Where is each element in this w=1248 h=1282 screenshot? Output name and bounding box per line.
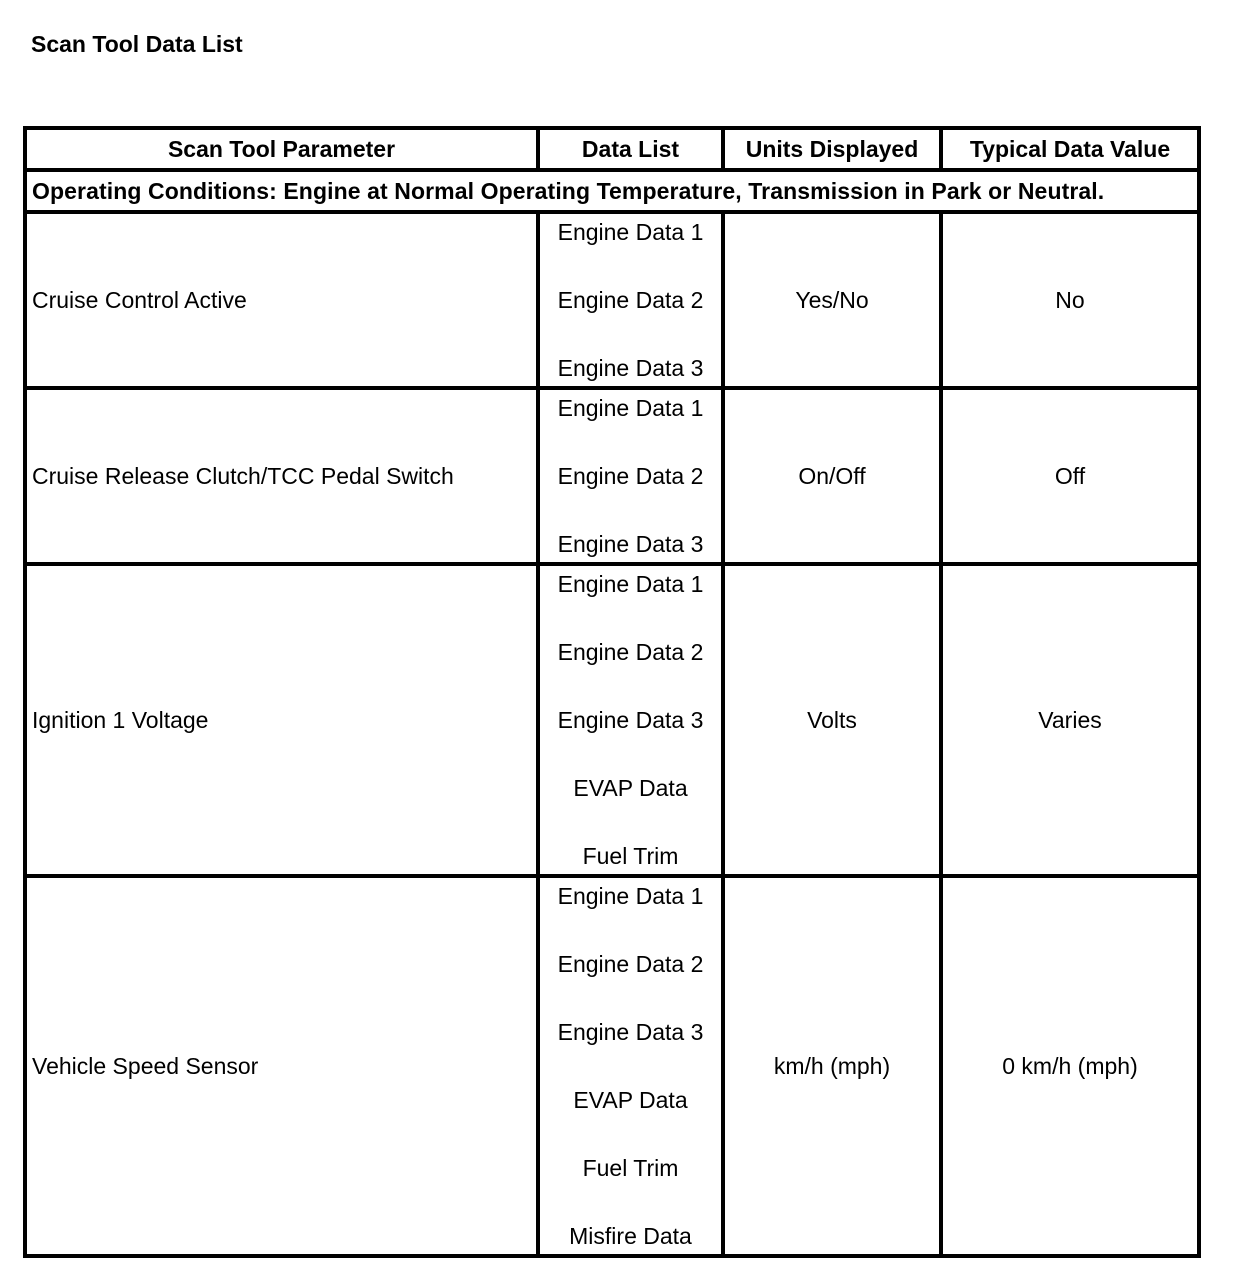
data-list-item: Engine Data 1 <box>557 219 704 245</box>
header-units-displayed: Units Displayed <box>723 128 941 170</box>
data-list-item: Engine Data 2 <box>557 951 704 977</box>
data-list-item: Engine Data 3 <box>557 355 704 381</box>
data-list-item: Misfire Data <box>569 1223 692 1249</box>
header-data-list: Data List <box>538 128 723 170</box>
units-cell: Yes/No <box>723 212 941 388</box>
page-title: Scan Tool Data List <box>31 31 243 57</box>
data-list-item: Engine Data 3 <box>557 1019 704 1045</box>
data-list-item: EVAP Data <box>573 775 688 801</box>
data-list-item: Engine Data 1 <box>557 883 704 909</box>
table-header-row <box>25 128 1199 170</box>
parameter-cell: Ignition 1 Voltage <box>25 564 538 876</box>
scan-tool-data-table <box>23 126 1201 1258</box>
data-list-item: EVAP Data <box>573 1087 688 1113</box>
operating-conditions: Operating Conditions: Engine at Normal Operating Temperature, Transmission in Park or Neutral. <box>25 170 1199 212</box>
typical-value-cell: Varies <box>941 564 1199 876</box>
units-cell: Volts <box>723 564 941 876</box>
data-list-cell <box>538 212 723 388</box>
data-list-cell <box>538 564 723 876</box>
data-list-item: Engine Data 1 <box>557 571 704 597</box>
parameter-cell: Cruise Release Clutch/TCC Pedal Switch <box>25 388 538 564</box>
header-typical-data-value: Typical Data Value <box>941 128 1199 170</box>
parameter-cell: Cruise Control Active <box>25 212 538 388</box>
data-list-cell <box>538 388 723 564</box>
data-list-item: Fuel Trim <box>582 1155 679 1181</box>
typical-value-cell: 0 km/h (mph) <box>941 876 1199 1256</box>
data-list-item: Engine Data 3 <box>557 531 704 557</box>
data-list-item: Engine Data 2 <box>557 639 704 665</box>
typical-value-cell: No <box>941 212 1199 388</box>
data-list-item: Engine Data 2 <box>557 287 704 313</box>
table-row <box>25 388 1199 564</box>
data-list-cell <box>538 876 723 1256</box>
typical-value-cell: Off <box>941 388 1199 564</box>
parameter-cell: Vehicle Speed Sensor <box>25 876 538 1256</box>
units-cell: On/Off <box>723 388 941 564</box>
header-scan-tool-parameter: Scan Tool Parameter <box>25 128 538 170</box>
table-row <box>25 876 1199 1256</box>
data-list-item: Fuel Trim <box>582 843 679 869</box>
table-row <box>25 212 1199 388</box>
units-cell: km/h (mph) <box>723 876 941 1256</box>
data-list-item: Engine Data 2 <box>557 463 704 489</box>
data-list-item: Engine Data 3 <box>557 707 704 733</box>
operating-conditions-row <box>25 170 1199 212</box>
table-row <box>25 564 1199 876</box>
data-table-container <box>23 126 1197 1258</box>
data-list-item: Engine Data 1 <box>557 395 704 421</box>
